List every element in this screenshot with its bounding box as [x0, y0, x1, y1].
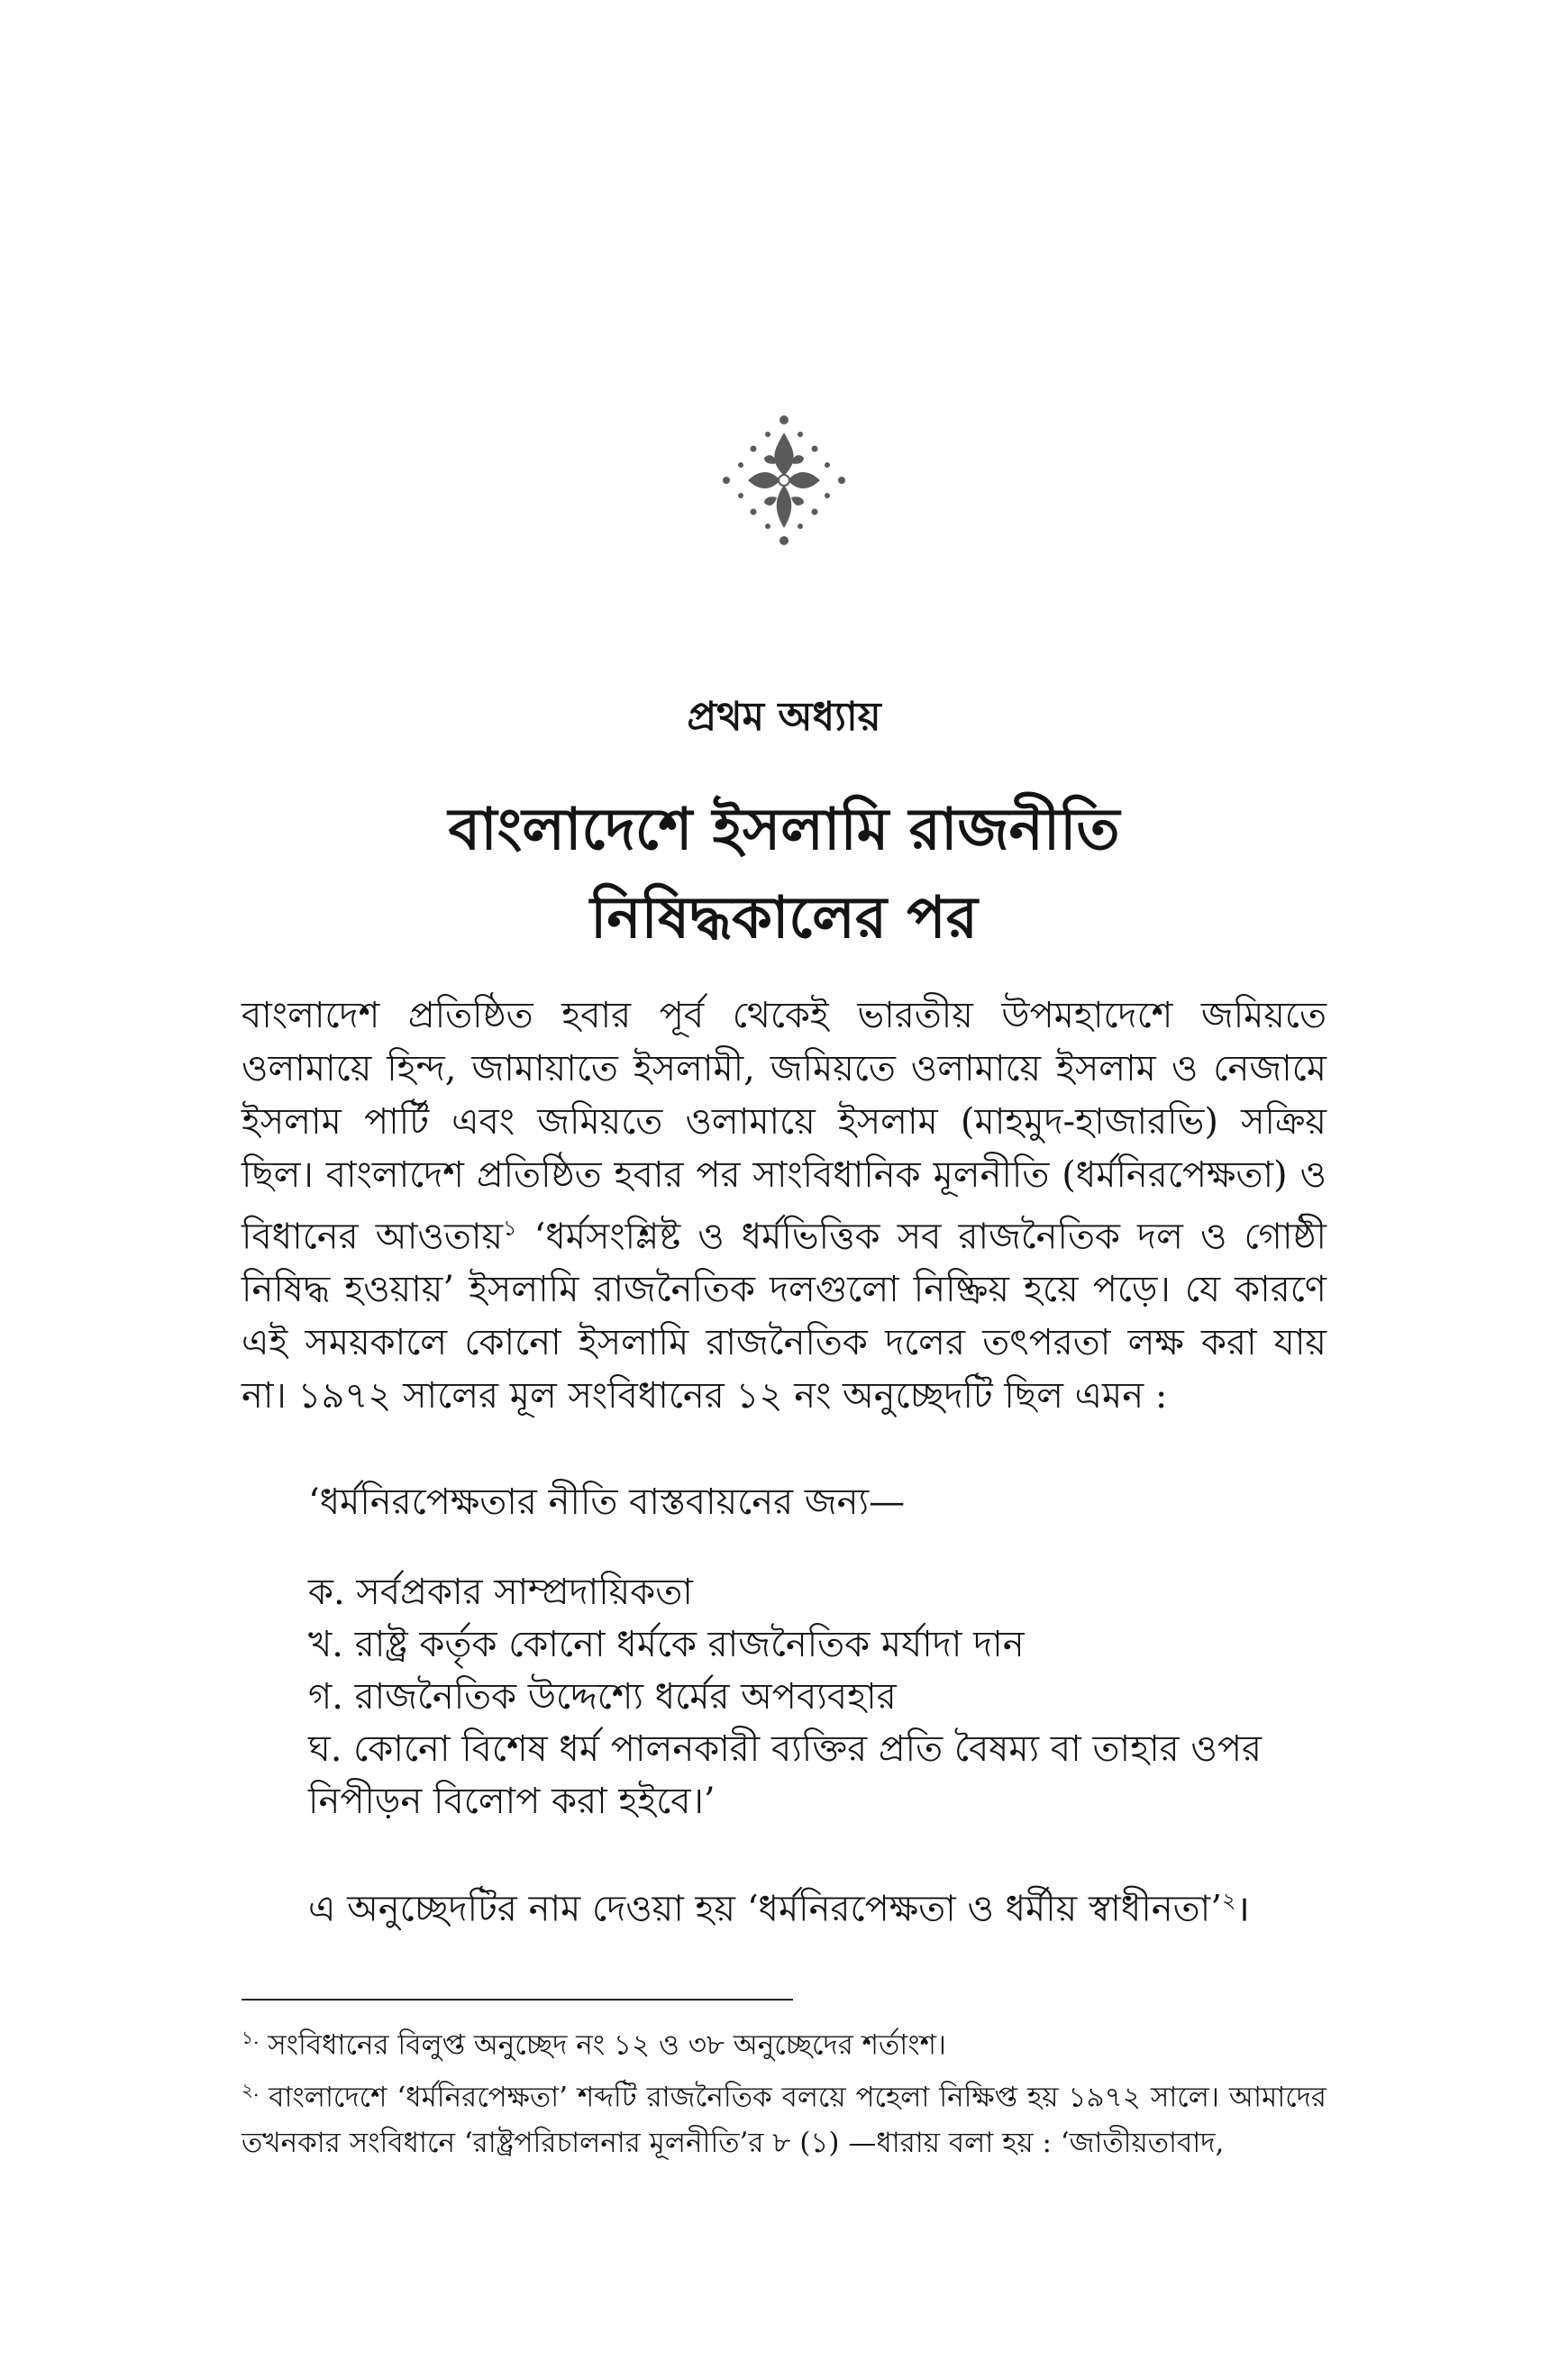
after-quote-paragraph — [308, 1874, 1326, 1935]
quote-list — [308, 1566, 1326, 1828]
footnote-marker: ১. — [242, 2027, 260, 2048]
chapter-title-line-2: নিষিদ্ধকালের পর — [590, 885, 978, 952]
quote-intro: ‘ধর্মনিরপেক্ষতার নীতি বাস্তবায়নের জন্য— — [308, 1481, 906, 1523]
footnote-text: সংবিধানের বিলুপ্ত অনুচ্ছেদ নং ১২ ও ৩৮ অনুচ্ছেদের শর্তাংশ। — [259, 2028, 947, 2062]
footnote-1 — [242, 2015, 1326, 2067]
body-paragraph — [242, 989, 1326, 1423]
body-text: এ অনুচ্ছেদটির নাম দেওয়া হয় ‘ধর্মনিরপেক্ষতা ও ধর্মীয় স্বাধীনতা’ — [308, 1888, 1222, 1930]
body-text: ‘ধর্মসংশ্লিষ্ট ও ধর্মভিত্তিক সব রাজনৈতিক দল ও গোষ্ঠী নিষিদ্ধ হওয়ায়’ ইসলামি রাজনৈতিক দলগুলো নিষ্ক্রিয় হয়ে পড়ে। যে কারণে এই সময়কালে কোনো ইসলামি রাজনৈতিক দলের তৎপরতা লক্ষ করা যায় না। ১৯৭২ সালের মূল সংবিধানের ১২ নং অনুচ্ছেদটি ছিল এমন : — [242, 1216, 1326, 1417]
quote-list-item: খ. রাষ্ট্র কর্তৃক কোনো ধর্মকে রাজনৈতিক মর্যাদা দান — [308, 1624, 1025, 1665]
chapter-number: প্রথম অধ্যায় — [687, 694, 881, 740]
footnote-divider — [242, 1999, 793, 2001]
footnote-text: বাংলাদেশে ‘ধর্মনিরপেক্ষতা’ শব্দটি রাজনৈতিক বলয়ে পহেলা নিক্ষিপ্ত হয় ১৯৭২ সালে। আমাদের তখনকার সংবিধানে ‘রাষ্ট্রপরিচালনার মূলনীতি’র ৮ (১) —ধারায় বলা হয় : ‘জাতীয়তাবাদ, — [242, 2081, 1326, 2159]
body-text: । — [1235, 1888, 1250, 1930]
chapter-title-line-1: বাংলাদেশে ইসলামি রাজনীতি — [448, 797, 1120, 863]
quote-list-item: ক. সর্বপ্রকার সাম্প্রদায়িকতা — [308, 1572, 693, 1613]
quote-list-item: গ. রাজনৈতিক উদ্দেশ্যে ধর্মের অপব্যবহার — [308, 1676, 897, 1718]
floral-ornament-icon — [721, 413, 847, 548]
footnote-reference: ২ — [1221, 1888, 1236, 1913]
footnote-reference: ১ — [503, 1216, 517, 1241]
footnotes — [242, 2015, 1326, 2165]
body-text: বাংলাদেশ প্রতিষ্ঠিত হবার পূর্ব থেকেই ভারতীয় উপমহাদেশে জমিয়তে ওলামায়ে হিন্দ, জামায়াতে ইসলামী, জমিয়তে ওলামায়ে ইসলাম ও নেজামে ইসলাম পার্টি এবং জমিয়তে ওলামায়ে ইসলাম (মাহমুদ-হাজারভি) সক্রিয় ছিল। বাংলাদেশ প্রতিষ্ঠিত হবার পর সাংবিধানিক মূলনীতি (ধর্মনিরপেক্ষতা) ও বিধানের আওতায় — [242, 995, 1326, 1258]
quote-list-item: ঘ. কোনো বিশেষ ধর্ম পালনকারী ব্যক্তির প্রতি বৈষম্য বা তাহার ওপর নিপীড়ন বিলোপ করা হইবে।’ — [308, 1728, 1262, 1822]
footnote-2 — [242, 2067, 1326, 2165]
footnote-marker: ২. — [242, 2079, 260, 2101]
